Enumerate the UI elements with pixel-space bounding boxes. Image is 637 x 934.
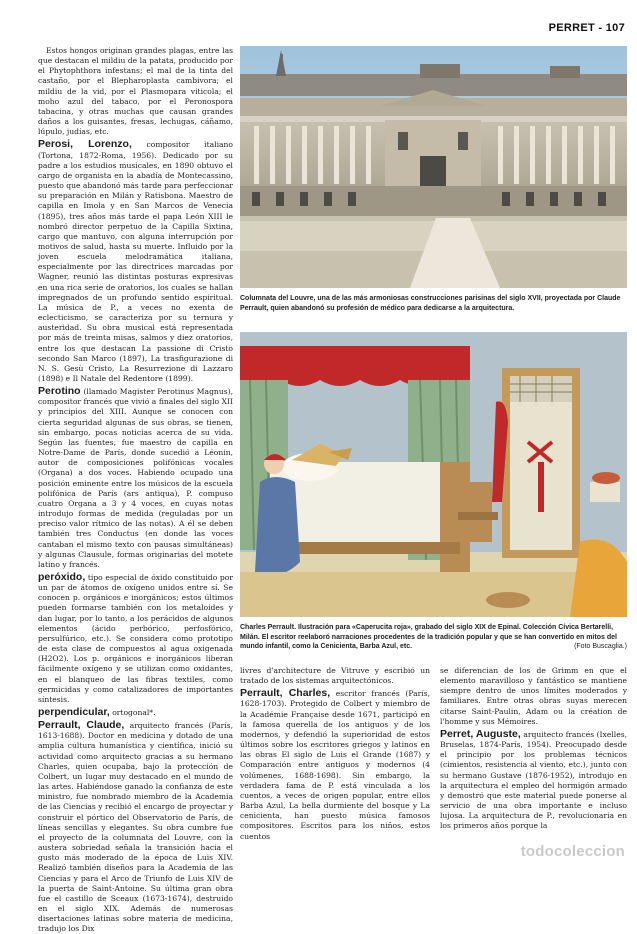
- intro-paragraph: Estos hongos originan grandes plagas, entre las que destacan el mildiu de la patata, producido por el Phytophthora infestans; el mal de la tinta del castaño, por el Blepharoplasta cambivora; el mildiu de la vid, por el Plasmopara viticola; el moho azul del tabaco, por el Peronospora tabacina, y otras muchas que causan grandes daños a los guisantes, fresas, lechugas, cáñamo, lúpulo, judías, etc.: [38, 46, 233, 137]
- illustration-caption: [240, 623, 627, 652]
- entry-text-perrault-charles: escritor francés (París, 1628-1703). Protegido de Colbert y miembro de la Académie Française desde 1671, participó en la famosa querella de los antiguos y de los modernos, y defendió la superioridad de estos últimos sobre los escritores griegos y latinos en las obras El siglo de Luis el Grande (1687) y Comparación entre antiguos y modernos (4 volúmenes, 1688-1698). Sin embargo, la verdadera fama de P. está vinculada a los cuentos, a veces de origen popular, entre ellos Barba Azul, La bella durmiente del bosque y La cenicienta, han puesto música famosos compositores. Escritos para los niños, estos cuentos: [240, 689, 430, 841]
- entry-head-perrault-charles: Perrault, Charles,: [240, 687, 331, 700]
- entry-head-peroxido: peróxido,: [38, 570, 86, 583]
- entry-perrault-claude: [38, 720, 233, 934]
- watermark: todocoleccion: [520, 843, 625, 860]
- entry-text-peroxido: tipo especial de óxido constituido por un par de átomos de oxígeno unidos entre sí. Se conocen p. orgánicos e inorgánicos; estos últimos pueden formarse también con los metaloides y dan lugar, por lo tanto, a los perácidos de algunos elementos (ácido perbórico, perfosfórico, persulfúrico, etc.). Se considera como prototipo de esta clase de compuestos al agua oxigenada (H2O2). Los p. orgánicos e inorgánicos liberan fácilmente oxígeno y se utilizan como oxidantes, en el blanqueo de las fibras textiles, como germicidas y como catalizadores de importantes síntesis.: [38, 572, 233, 704]
- page-header: PERRET - 107: [548, 22, 625, 34]
- entry-perosi: [38, 139, 233, 384]
- entry-head-perotino: Perotino: [38, 385, 81, 398]
- illustration-caption-text: Charles Perrault. Ilustración para «Caperucita roja», grabado del siglo XIX de Epinal. Colección Cívica Bertarelli, Milán. El escritor reelaboró narraciones procedentes de la tradición popular y que se han convertido en mitos del mundo infantil, como la Cenicienta, Barba Azul, etc.: [240, 624, 617, 650]
- entry-head-perpendicular: perpendicular,: [38, 706, 110, 718]
- entry-text-perosi: compositor italiano (Tortona, 1872-Roma, 1956). Dedicado por su padre a los estudios musicales, en 1890 obtuvo el cargo de organista en la abadía de Montecassino, puesto que abandonó más tarde para perfeccionar su preparación en Milán y Ratisbona. Maestro de capilla en Imola y en San Marcos de Venecia (1895), tres años más tarde el papa León XIII le nombró director perpetuo de la Capilla Sixtina, cargo que mantuvo, con alguna interrupción por motivos de salud, hasta su muerte. Influido por la joven escuela melodramática italiana, especialmente por las directrices marcadas por Wagner, reunió las distintas posturas expresivas en una rica serie de oratorios, los cuales se hallan impregnados de un profundo sentido espiritual. La música de P., a veces no exenta de eclecticismo, se caracteriza por su ternura y austeridad. Su obra musical está representada por más de treinta misas, salmos y diez oratorios, entre los que destacan La passione di Cristo secondo San Marco (1897), La trasfigurazione di N. S. Gesù Cristo, La Resurrezione di Lazzaro (1898) e Il Natale del Redentore (1899).: [38, 140, 233, 383]
- louvre-photo: [240, 46, 627, 288]
- entry-text-perrault-claude: arquitecto francés (París, 1613-1688). Doctor en medicina y dotado de una amplia cultura humanística y científica, inició su actividad como arquitecto gracias a su hermano Charles, quien ocupaba, bajo la protección de Colbert, un lugar muy destacado en el mundo de las artes. Habiéndose ganado la confianza de este ministro, fue nombrado miembro de la Academia de las Ciencias y recibió el encargo de proyectar y construir el pórtico del Observatorio de París, de líneas sencillas y elegantes. Su obra cumbre fue el proyecto de la columnata del Louvre, con la austera sobriedad señala la transición hacia el gusto más moderado de la época de Luis XIV. Realizó también diseños para la Academia de las Ciencias y para el Arco de Triunfo de Luis XIV de la puerta de Saint-Antoine. Su última gran obra fue el castillo de Sceaux (1673-1674), destruido en el siglo XIX. Además de numerosas disertaciones latinas sobre materia de medicina, tradujo los Dix: [38, 721, 233, 934]
- louvre-colonnade-image: [240, 46, 627, 288]
- entry-perrault-charles: [240, 688, 430, 841]
- entry-head-perrault-claude: Perrault, Claude,: [38, 719, 125, 732]
- middle-column: [240, 666, 430, 856]
- middle-continuation: livres d'architecture de Vitruve y escribió un tratado de los sistemas arquitectónicos.: [240, 666, 430, 686]
- entry-text-perret: arquitecto francés (Ixelles, Bruselas, 1874-París, 1954). Preocupado desde el principio por los problemas técnicos (cimientos, resistencia al viento, etc.), junto con su hermano Gustave (1876-1952), introdujo en la arquitectura el empleo del hormigón armado y demostró que este material puede ponerse al servicio de una obra importante e incluso lujosa. La arquitectura de P., revolucionaria en los primeros años porque la: [440, 729, 627, 831]
- bedroom-engraving-image: [240, 332, 627, 617]
- entry-text-perpendicular: ortogonal*.: [112, 708, 156, 717]
- entry-text-perotino: (llamado Magister Perotinus Magnus), compositor francés que vivió a finales del siglo XII y principios del XIII. Aunque se conocen con cierta seguridad algunas de sus obras, se tienen, sin embargo, pocas noticias acerca de su vida. Según las fuentes, fue maestro de capilla en Notre-Dame de París, donde sucedió a Léonin, autor de composiciones polifónicas vocales (Organa) a dos voces. Habiendo ocupado una posición eminente entre los músicos de la escuela polifónica de París (ars antiqua), P. compuso cuatro Organa a 3 y 4 voces, en cuyas notas introdujo formas de medida (reguladas por un preciso valor rítmico de las notas). A él se deben también tres Conductus (en donde las voces cantaban el mismo texto con pausas simultáneas) y algunas Clausule, formas originarias del motete latino y francés.: [38, 387, 233, 569]
- entry-perpendicular: [38, 707, 233, 718]
- louvre-caption: Columnata del Louvre, una de las más armoniosas construcciones parisinas del siglo XVII, proyectada por Claude Perrault, quien abandonó su profesión de médico para dedicarse a la arquitectura.: [240, 295, 621, 312]
- photo-credit: (Foto Buscaglia.): [574, 643, 627, 650]
- left-column: [38, 46, 233, 934]
- entry-peroxido: [38, 572, 233, 705]
- right-column: [440, 666, 627, 836]
- entry-head-perosi: Perosi, Lorenzo,: [38, 138, 132, 151]
- entry-perret: [440, 729, 627, 832]
- entry-head-perret: Perret, Auguste,: [440, 727, 521, 740]
- entry-perotino: [38, 386, 233, 570]
- right-continuation: se diferencian de los de Grimm en que el elemento maravilloso y fantástico se mantiene siempre dentro de unos límites moderados y familiares. Entre otras obras suyas merecen citarse Saint-Paulin, Adam ou la création de l'homme y sus Mémoires.: [440, 666, 627, 726]
- caperucita-illustration: [240, 332, 627, 617]
